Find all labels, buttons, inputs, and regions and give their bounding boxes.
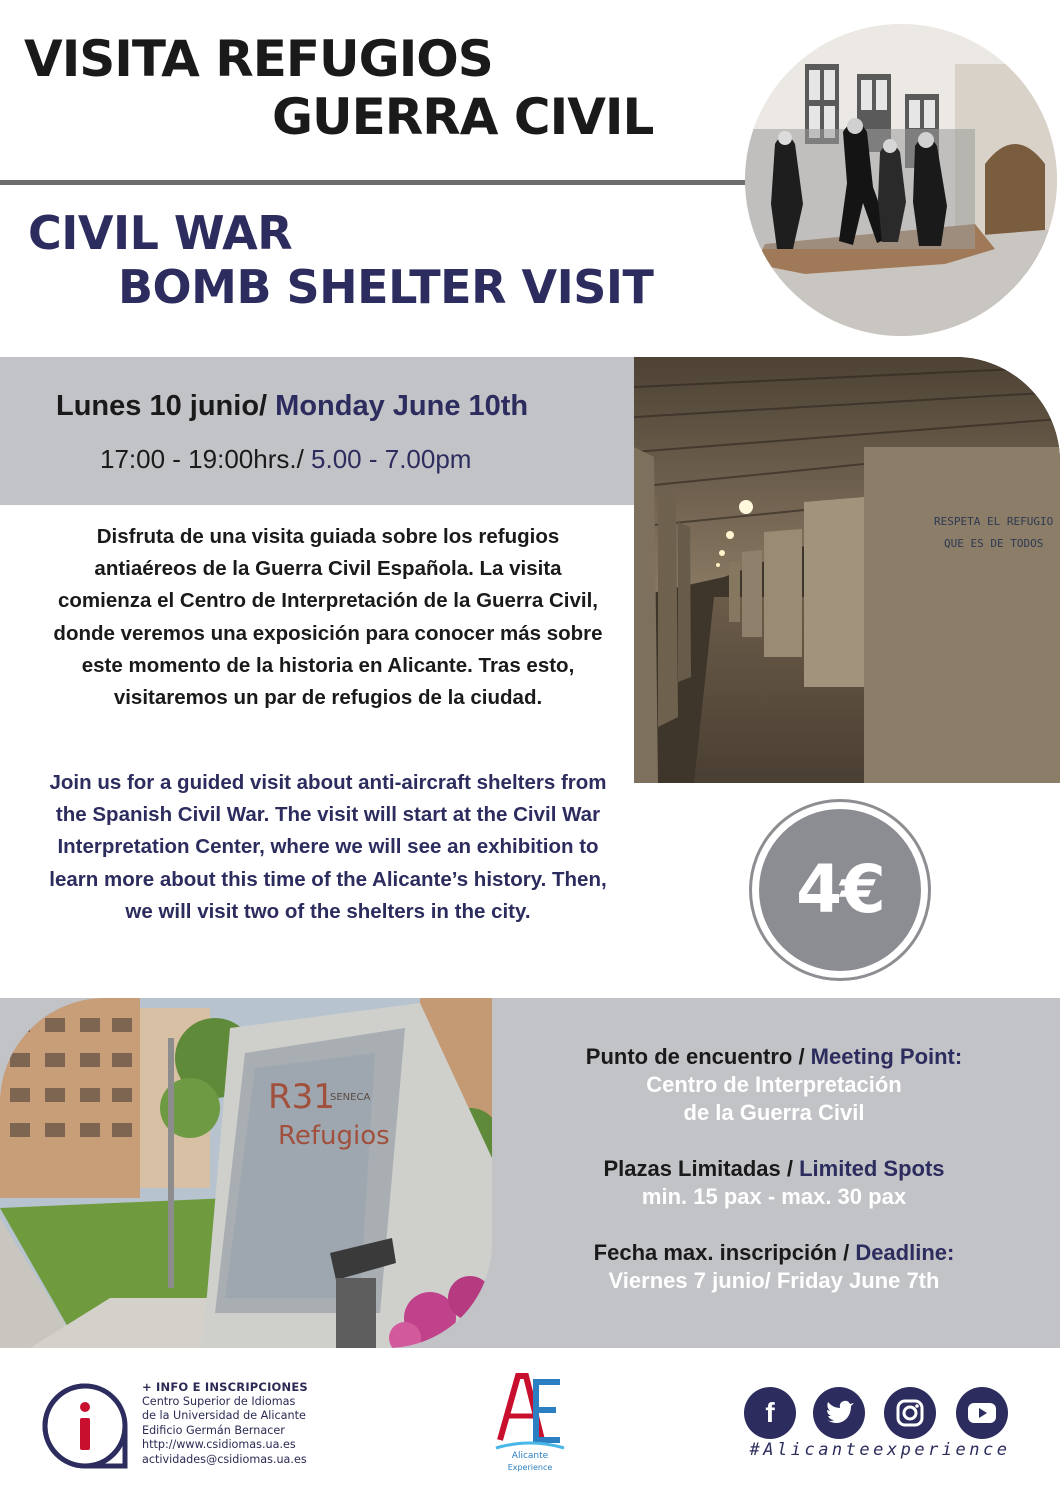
- tunnel-illustration: [634, 357, 1060, 783]
- exhibition-illustration: [745, 24, 1057, 336]
- monument-sign-sub: SENECA: [330, 1092, 371, 1103]
- deadline-label-en: Deadline:: [855, 1240, 955, 1265]
- youtube-icon[interactable]: [956, 1387, 1008, 1439]
- exhibition-photo: [745, 24, 1057, 336]
- date-band: [0, 357, 634, 505]
- contact-line-2: de la Universidad de Alicante: [142, 1409, 306, 1423]
- limited-spots: [500, 1155, 1048, 1211]
- meeting-point-value-line1: Centro de Interpretación: [646, 1072, 902, 1097]
- logo-caption-2: Experience: [507, 1463, 553, 1472]
- facebook-icon[interactable]: f: [744, 1387, 796, 1439]
- title-english: [28, 206, 728, 314]
- event-date-english: Monday June 10th: [275, 390, 529, 422]
- info-icon: [40, 1381, 130, 1471]
- title-spanish: [24, 30, 724, 146]
- contact-email-link[interactable]: actividades@csidiomas.ua.es: [142, 1452, 307, 1466]
- hashtag: #Alicanteexperience: [749, 1440, 1011, 1460]
- title-spanish-line1: VISITA REFUGIOS: [24, 30, 493, 88]
- registration-deadline: [500, 1239, 1048, 1295]
- limited-spots-value: min. 15 pax - max. 30 pax: [641, 1184, 907, 1209]
- monument-sign-word: Refugios: [278, 1121, 390, 1151]
- event-time: [100, 444, 471, 475]
- deadline-value: Viernes 7 junio/ Friday June 7th: [608, 1268, 940, 1293]
- shelter-tunnel-photo: [634, 357, 1060, 783]
- event-time-english: 5.00 - 7.00pm: [311, 444, 472, 474]
- event-time-spanish: 17:00 - 19:00hrs./: [100, 444, 312, 474]
- title-divider: [0, 180, 760, 185]
- description-english: Join us for a guided visit about anti-aircraft shelters from the Spanish Civil War. The visit will start at the Civil War Interpretation Center, where we will see an exhibition to learn more about this time of the Alicante’s history. Then, we will visit two of the shelters in the city.: [49, 771, 607, 923]
- logo-caption-1: Alicante: [511, 1451, 549, 1461]
- twitter-icon[interactable]: [813, 1387, 865, 1439]
- limited-spots-label-en: Limited Spots: [799, 1156, 945, 1181]
- title-english-line1: CIVIL WAR: [28, 206, 293, 260]
- instagram-icon[interactable]: [884, 1387, 936, 1439]
- title-spanish-line2: GUERRA CIVIL: [272, 88, 654, 146]
- description-spanish: Disfruta de una visita guiada sobre los refugios antiaéreos de la Guerra Civil Española. La visita comienza el Centro de Interpretación de la Guerra Civil, donde veremos una exposición para conocer más sobre este momento de la historia en Alicante. Tras esto, visitaremos un par de refugios de la ciudad.: [53, 525, 603, 710]
- shelter-wall-text-1: RESPETA EL REFUGIO: [934, 515, 1054, 528]
- contact-line-3: Edificio Germán Bernacer: [142, 1423, 285, 1437]
- contact-line-1: Centro Superior de Idiomas: [142, 1394, 296, 1408]
- meeting-point-label-en: Meeting Point:: [810, 1044, 963, 1069]
- shelter-entrance-photo: [0, 998, 492, 1348]
- contact-heading: + INFO E INSCRIPCIONES: [142, 1380, 308, 1394]
- title-english-line2: BOMB SHELTER VISIT: [118, 260, 654, 314]
- contact-website-link[interactable]: http://www.csidiomas.ua.es: [142, 1438, 296, 1452]
- event-date: [56, 390, 528, 423]
- deadline-label-es: Fecha max. inscripción /: [593, 1240, 856, 1265]
- alicante-experience-logo: [492, 1370, 568, 1474]
- monument-sign-code: R31: [268, 1077, 335, 1117]
- meeting-point: [500, 1043, 1048, 1127]
- meeting-point-label-es: Punto de encuentro /: [585, 1044, 811, 1069]
- event-date-spanish: Lunes 10 junio/: [56, 390, 276, 422]
- price-value: 4€: [796, 851, 884, 928]
- entrance-illustration: [0, 998, 492, 1348]
- shelter-wall-text-2: QUE ES DE TODOS: [944, 537, 1044, 550]
- limited-spots-label-es: Plazas Limitadas /: [603, 1156, 800, 1181]
- contact-info: [142, 1380, 308, 1468]
- meeting-point-value-line2: de la Guerra Civil: [683, 1100, 865, 1125]
